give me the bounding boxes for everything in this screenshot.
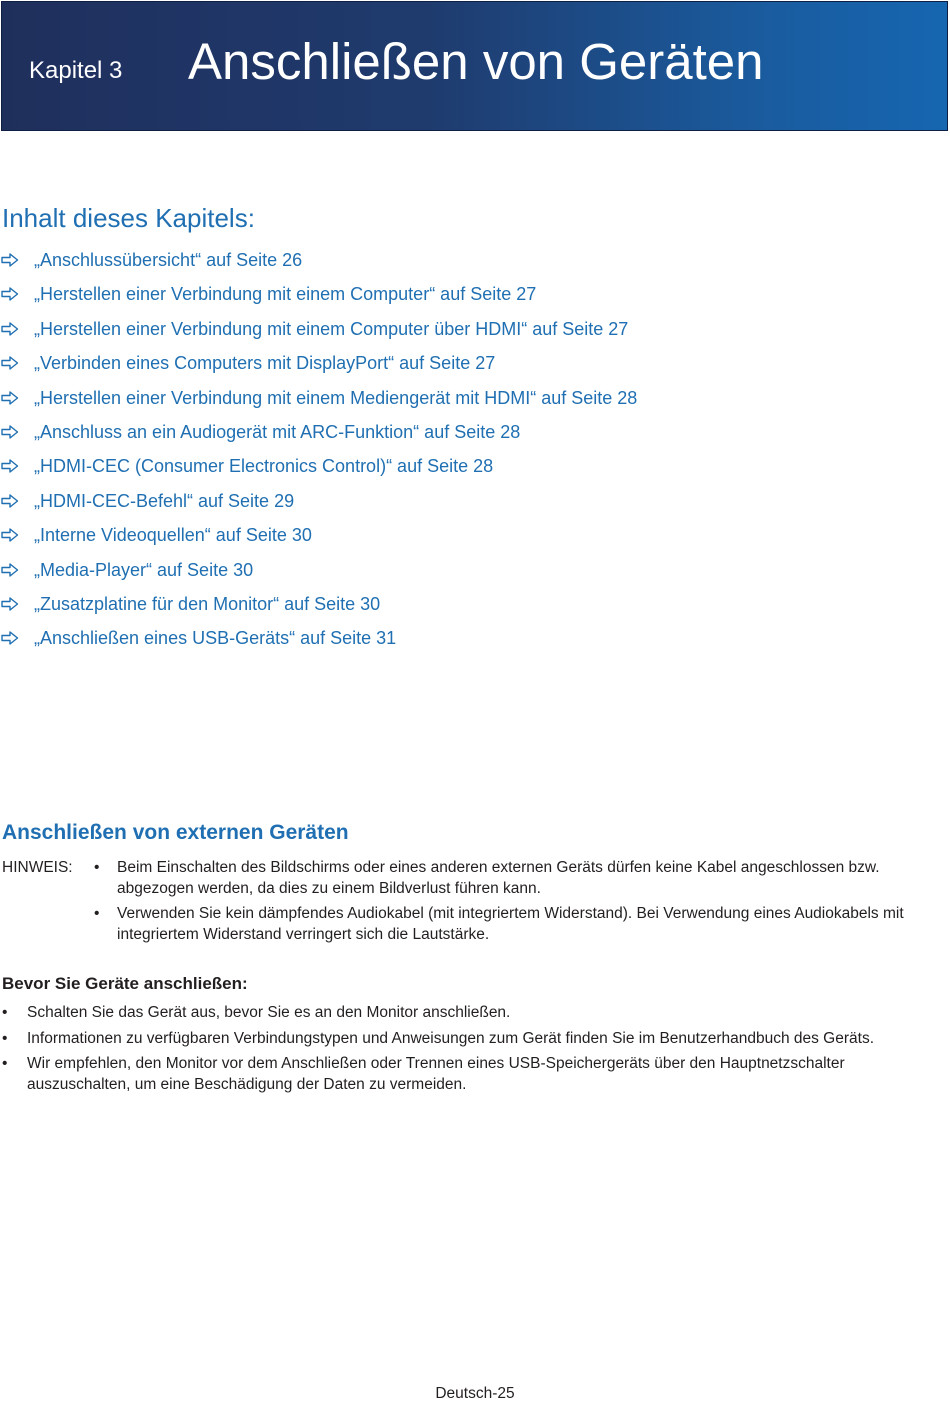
note-text: Verwenden Sie kein dämpfendes Audiokabel (mit integriertem Widerstand). Bei Verwendung eines Audiokabels mit integriertem Widerstand verringert sich die Lautstärke. xyxy=(117,905,904,943)
note-label: HINWEIS: xyxy=(2,859,73,876)
note-item xyxy=(94,858,944,899)
arrow-right-outline-icon xyxy=(1,322,19,336)
bullet-icon: • xyxy=(94,859,100,876)
chapter-label: Kapitel 3 xyxy=(29,57,123,84)
arrow-right-outline-icon xyxy=(1,494,19,508)
arrow-right-outline-icon xyxy=(1,631,19,645)
before-list xyxy=(2,1003,944,1100)
list-item-text: Schalten Sie das Gerät aus, bevor Sie es an den Monitor anschließen. xyxy=(27,1004,511,1021)
list-item-text: Informationen zu verfügbaren Verbindungstypen und Anweisungen zum Gerät finden Sie im Benutzerhandbuch des Geräts. xyxy=(27,1029,875,1047)
bullet-icon: • xyxy=(2,1029,8,1047)
arrow-right-outline-icon xyxy=(1,597,19,611)
list-item-text: Wir empfehlen, den Monitor vor dem Anschließen oder Trennen eines USB-Speichergeräts über den Hauptnetzschalter auszuschalten, um eine Beschädigung der Daten zu vermeiden. xyxy=(27,1055,845,1093)
toc-link[interactable]: „HDMI-CEC-Befehl“ auf Seite 29 xyxy=(34,490,295,511)
toc-link[interactable]: „Herstellen einer Verbindung mit einem Computer“ auf Seite 27 xyxy=(34,284,537,305)
note-text: Beim Einschalten des Bildschirms oder eines anderen externen Geräts dürfen keine Kabel angeschlossen bzw. abgezogen werden, da dies zu einem Bildverlust führen kann. xyxy=(117,859,880,897)
note-list xyxy=(94,858,944,950)
list-item xyxy=(2,1029,944,1050)
note-item xyxy=(94,904,944,945)
toc-link[interactable]: „Interne Videoquellen“ auf Seite 30 xyxy=(34,525,312,546)
toc-link[interactable]: „Anschlussübersicht“ auf Seite 26 xyxy=(34,250,303,270)
before-heading: Bevor Sie Geräte anschließen: xyxy=(2,974,248,993)
arrow-right-outline-icon xyxy=(1,287,19,301)
bullet-icon: • xyxy=(94,905,100,922)
chapter-header-band xyxy=(1,1,948,131)
arrow-right-outline-icon xyxy=(1,356,19,370)
chapter-title: Anschließen von Geräten xyxy=(188,33,764,90)
page-footer: Deutsch-25 xyxy=(435,1385,515,1402)
toc-link[interactable]: „Zusatzplatine für den Monitor“ auf Seite 30 xyxy=(34,593,381,614)
list-item xyxy=(2,1054,944,1095)
toc-link[interactable]: „Herstellen einer Verbindung mit einem Computer über HDMI“ auf Seite 27 xyxy=(34,318,629,339)
arrow-right-outline-icon xyxy=(1,528,19,542)
list-item xyxy=(2,1003,944,1024)
toc-link[interactable]: „Media-Player“ auf Seite 30 xyxy=(34,559,254,580)
toc-link[interactable]: „HDMI-CEC (Consumer Electronics Control)“ auf Seite 28 xyxy=(34,456,494,477)
arrow-right-outline-icon xyxy=(1,253,19,267)
bullet-icon: • xyxy=(2,1055,8,1072)
toc-link[interactable]: „Verbinden eines Computers mit DisplayPort“ auf Seite 27 xyxy=(34,353,496,374)
arrow-right-outline-icon xyxy=(1,425,19,439)
toc-link[interactable]: „Herstellen einer Verbindung mit einem Mediengerät mit HDMI“ auf Seite 28 xyxy=(34,387,638,408)
toc-link[interactable]: „Anschluss an ein Audiogerät mit ARC-Funktion“ auf Seite 28 xyxy=(34,421,521,442)
bullet-icon: • xyxy=(2,1004,8,1021)
toc-link[interactable]: „Anschließen eines USB-Geräts“ auf Seite 31 xyxy=(34,628,397,649)
arrow-right-outline-icon xyxy=(1,563,19,577)
arrow-right-outline-icon xyxy=(1,391,19,405)
toc-heading: Inhalt dieses Kapitels: xyxy=(2,203,255,233)
arrow-right-outline-icon xyxy=(1,459,19,473)
section-heading: Anschließen von externen Geräten xyxy=(2,821,349,844)
